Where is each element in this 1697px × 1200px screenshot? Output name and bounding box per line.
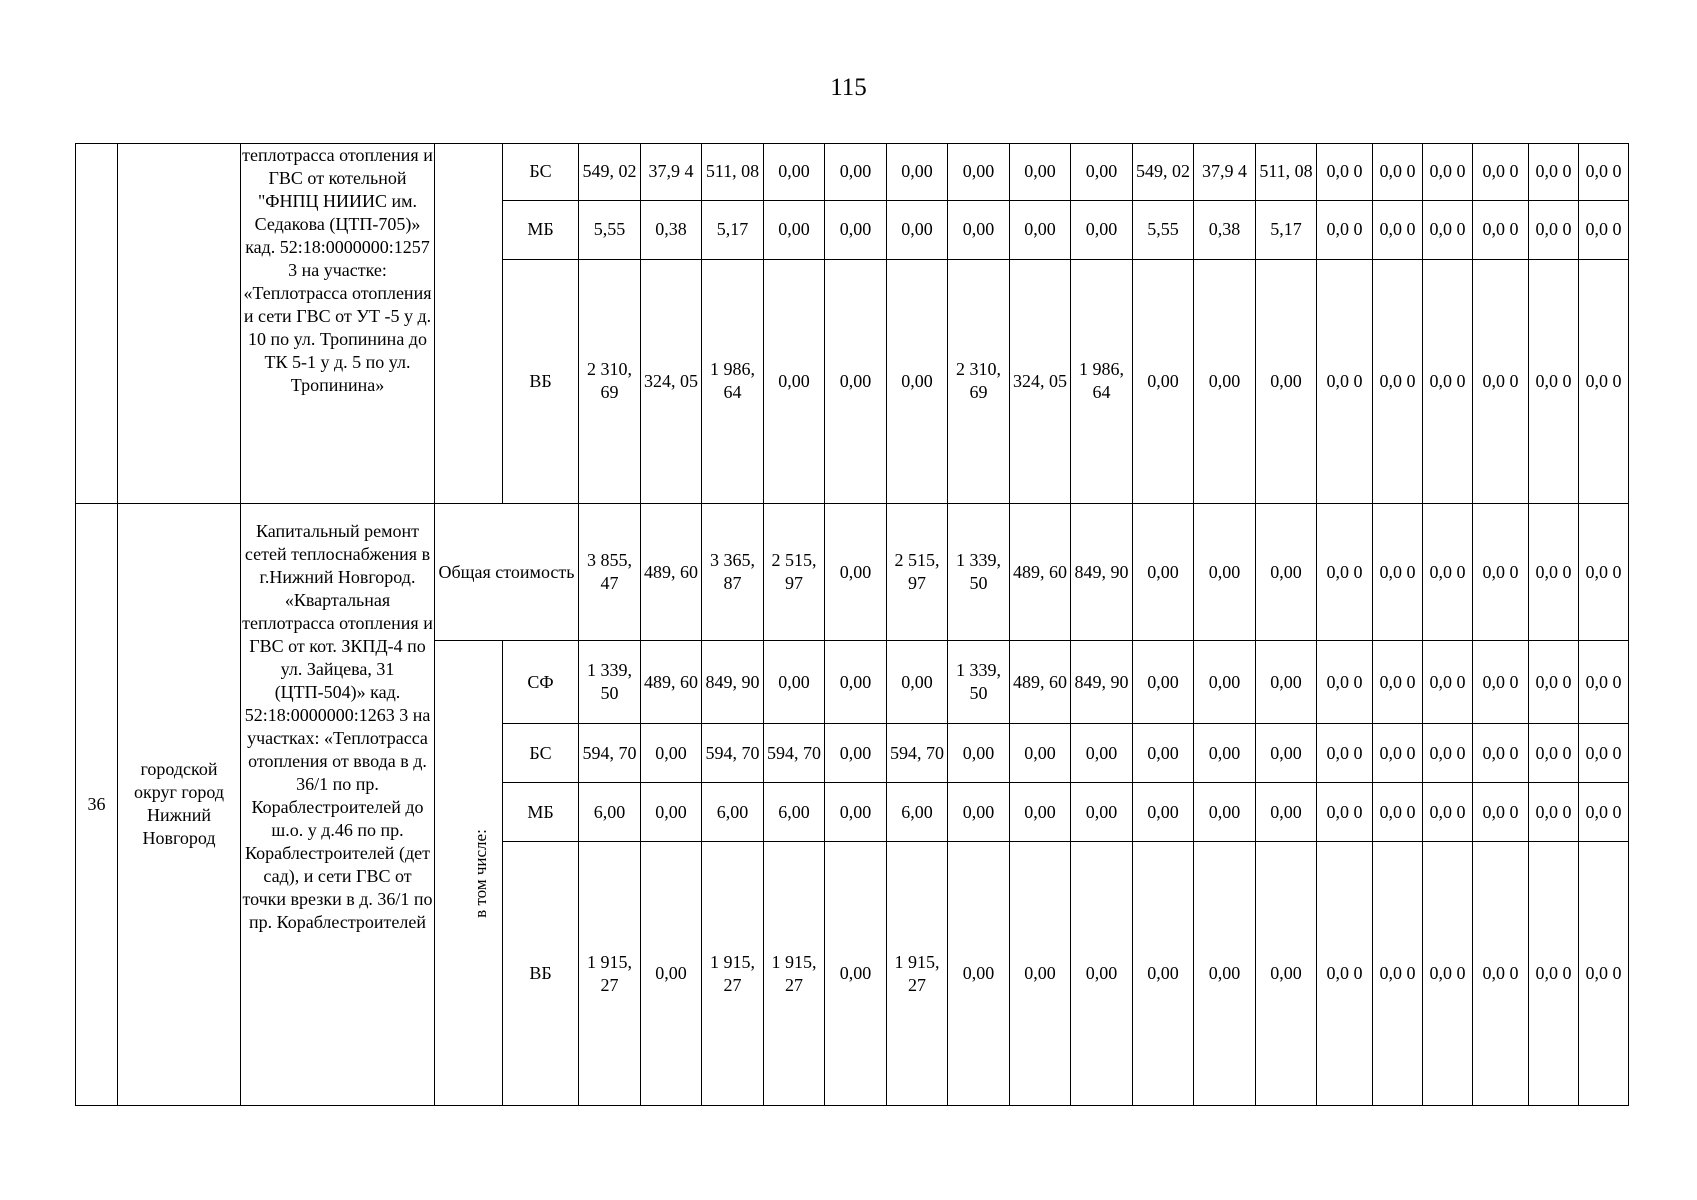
value-cell: 6,00: [887, 783, 948, 842]
value-cell: 0,0 0: [1529, 259, 1579, 503]
value-cell: 0,0 0: [1423, 503, 1473, 640]
group-label-cell: [435, 144, 503, 504]
value-cell: 0,00: [1194, 641, 1256, 724]
value-cell: 0,0 0: [1579, 503, 1629, 640]
value-cell: 0,00: [1010, 144, 1071, 201]
value-cell: 0,00: [825, 259, 887, 503]
value-cell: 0,0 0: [1373, 503, 1423, 640]
value-cell: 0,00: [641, 724, 702, 783]
value-cell: 0,00: [887, 200, 948, 259]
value-cell: 0,00: [1133, 842, 1194, 1106]
value-cell: 849, 90: [702, 641, 764, 724]
value-cell: 1 915, 27: [764, 842, 825, 1106]
value-cell: 549, 02: [579, 144, 641, 201]
value-cell: 0,00: [1256, 724, 1317, 783]
value-cell: 0,0 0: [1423, 259, 1473, 503]
value-cell: 549, 02: [1133, 144, 1194, 201]
value-cell: 0,0 0: [1423, 724, 1473, 783]
value-cell: 0,0 0: [1373, 783, 1423, 842]
value-cell: 0,00: [825, 724, 887, 783]
municipality-cell: [118, 144, 241, 504]
row-number-cell: [76, 144, 118, 504]
value-cell: 1 986, 64: [1071, 259, 1133, 503]
value-cell: 0,00: [887, 641, 948, 724]
value-cell: 0,00: [1256, 641, 1317, 724]
value-cell: 0,00: [1071, 842, 1133, 1106]
value-cell: 0,0 0: [1317, 783, 1373, 842]
value-cell: 0,00: [1256, 503, 1317, 640]
value-cell: 324, 05: [641, 259, 702, 503]
value-cell: 594, 70: [764, 724, 825, 783]
municipality-cell: городской округ город Нижний Новгород: [118, 503, 241, 1105]
value-cell: 0,00: [1133, 724, 1194, 783]
value-cell: 0,0 0: [1317, 842, 1373, 1106]
value-cell: 37,9 4: [1194, 144, 1256, 201]
value-cell: 0,00: [887, 259, 948, 503]
value-cell: 0,0 0: [1579, 641, 1629, 724]
value-cell: 0,00: [887, 144, 948, 201]
value-cell: 2 310, 69: [579, 259, 641, 503]
value-cell: 0,00: [1256, 842, 1317, 1106]
value-cell: 1 339, 50: [579, 641, 641, 724]
value-cell: 1 339, 50: [948, 641, 1010, 724]
value-cell: 0,00: [1071, 144, 1133, 201]
value-cell: 0,00: [1133, 503, 1194, 640]
value-cell: 1 339, 50: [948, 503, 1010, 640]
value-cell: 0,0 0: [1373, 200, 1423, 259]
value-cell: 3 855, 47: [579, 503, 641, 640]
value-cell: 0,0 0: [1529, 724, 1579, 783]
value-cell: 0,00: [948, 842, 1010, 1106]
value-cell: 0,0 0: [1373, 842, 1423, 1106]
value-cell: 0,00: [1071, 200, 1133, 259]
value-cell: 0,0 0: [1473, 783, 1529, 842]
funding-source-cell: БС: [503, 144, 579, 201]
value-cell: 0,38: [1194, 200, 1256, 259]
value-cell: 0,00: [1133, 259, 1194, 503]
value-cell: 489, 60: [641, 641, 702, 724]
value-cell: 0,00: [1133, 783, 1194, 842]
value-cell: 6,00: [764, 783, 825, 842]
value-cell: 6,00: [702, 783, 764, 842]
value-cell: 0,0 0: [1579, 144, 1629, 201]
value-cell: 489, 60: [641, 503, 702, 640]
value-cell: 0,0 0: [1373, 641, 1423, 724]
value-cell: 0,00: [948, 783, 1010, 842]
value-cell: 0,00: [1010, 724, 1071, 783]
value-cell: 0,0 0: [1373, 144, 1423, 201]
funding-source-cell: МБ: [503, 200, 579, 259]
value-cell: 0,00: [1194, 783, 1256, 842]
value-cell: 0,0 0: [1317, 144, 1373, 201]
value-cell: 37,9 4: [641, 144, 702, 201]
value-cell: 6,00: [579, 783, 641, 842]
funding-source-cell: СФ: [503, 641, 579, 724]
value-cell: 5,17: [1256, 200, 1317, 259]
value-cell: 0,0 0: [1317, 641, 1373, 724]
value-cell: 0,0 0: [1423, 200, 1473, 259]
value-cell: 0,0 0: [1529, 641, 1579, 724]
value-cell: 511, 08: [702, 144, 764, 201]
value-cell: 0,0 0: [1529, 842, 1579, 1106]
value-cell: 0,0 0: [1423, 783, 1473, 842]
value-cell: 0,00: [1071, 724, 1133, 783]
value-cell: 0,0 0: [1317, 259, 1373, 503]
value-cell: 324, 05: [1010, 259, 1071, 503]
value-cell: 0,00: [948, 724, 1010, 783]
value-cell: 0,00: [1256, 259, 1317, 503]
value-cell: 511, 08: [1256, 144, 1317, 201]
value-cell: 0,00: [825, 144, 887, 201]
table-row-total: [76, 503, 1629, 640]
value-cell: 0,00: [1194, 724, 1256, 783]
value-cell: 0,0 0: [1473, 724, 1529, 783]
value-cell: 0,0 0: [1529, 503, 1579, 640]
value-cell: 0,00: [641, 842, 702, 1106]
value-cell: 0,0 0: [1423, 641, 1473, 724]
value-cell: 5,17: [702, 200, 764, 259]
value-cell: 0,00: [764, 259, 825, 503]
funding-source-cell: ВБ: [503, 259, 579, 503]
value-cell: 0,0 0: [1579, 200, 1629, 259]
value-cell: 0,0 0: [1473, 503, 1529, 640]
value-cell: 0,00: [1010, 200, 1071, 259]
value-cell: 0,0 0: [1373, 724, 1423, 783]
page-number: 115: [830, 74, 867, 101]
table-row: [76, 144, 1629, 201]
value-cell: 0,00: [1256, 783, 1317, 842]
value-cell: 0,0 0: [1579, 783, 1629, 842]
object-description: теплотрасса отопления и ГВС от котельной "ФНПЦ НИИИС им. Седакова (ЦТП-705)» кад. 52:18:0000000:1257 3 на участке: «Теплотрасса отопления и сети ГВС от УТ -5 у д. 10 по ул. Тропинина до ТК 5-1 у д. 5 по ул. Тропинина»: [241, 144, 435, 504]
value-cell: 5,55: [579, 200, 641, 259]
value-cell: 594, 70: [702, 724, 764, 783]
value-cell: 1 915, 27: [887, 842, 948, 1106]
value-cell: 0,0 0: [1473, 259, 1529, 503]
value-cell: 0,0 0: [1473, 144, 1529, 201]
including-label-cell: [435, 641, 503, 1106]
value-cell: 0,0 0: [1423, 842, 1473, 1106]
value-cell: 489, 60: [1010, 503, 1071, 640]
value-cell: 0,0 0: [1317, 724, 1373, 783]
value-cell: 0,0 0: [1473, 641, 1529, 724]
value-cell: 0,00: [825, 783, 887, 842]
value-cell: 1 986, 64: [702, 259, 764, 503]
value-cell: 0,00: [1194, 259, 1256, 503]
value-cell: 0,00: [1010, 842, 1071, 1106]
value-cell: 489, 60: [1010, 641, 1071, 724]
value-cell: 0,0 0: [1473, 200, 1529, 259]
value-cell: 0,00: [1194, 503, 1256, 640]
object-description: Капитальный ремонт сетей теплоснабжения в г.Нижний Новгород. «Квартальная теплотрасса отопления и ГВС от кот. ЗКПД-4 по ул. Зайцева, 31 (ЦТП-504)» кад. 52:18:0000000:1263 3 на участках: «Теплотрасса отопления от ввода в д. 36/1 по пр. Кораблестроителей до ш.о. у д.46 по пр. Кораблестроителей (дет сад), и сети ГВС от точки врезки в д. 36/1 по пр. Кораблестроителей: [241, 503, 435, 1105]
value-cell: 0,0 0: [1579, 842, 1629, 1106]
value-cell: 0,00: [948, 200, 1010, 259]
value-cell: 0,0 0: [1529, 783, 1579, 842]
value-cell: 0,00: [1071, 783, 1133, 842]
total-cost-label: Общая стоимость: [435, 503, 579, 640]
value-cell: 0,00: [641, 783, 702, 842]
value-cell: 594, 70: [887, 724, 948, 783]
value-cell: 0,0 0: [1579, 724, 1629, 783]
value-cell: 0,00: [1010, 783, 1071, 842]
funding-source-cell: МБ: [503, 783, 579, 842]
value-cell: 2 310, 69: [948, 259, 1010, 503]
value-cell: 1 915, 27: [579, 842, 641, 1106]
value-cell: 0,00: [948, 144, 1010, 201]
value-cell: 0,0 0: [1317, 503, 1373, 640]
including-label: в том числе:: [470, 828, 490, 918]
value-cell: 2 515, 97: [764, 503, 825, 640]
budget-table: [75, 143, 1629, 1106]
funding-source-cell: ВБ: [503, 842, 579, 1106]
row-number-cell: 36: [76, 503, 118, 1105]
value-cell: 1 915, 27: [702, 842, 764, 1106]
value-cell: 0,00: [764, 641, 825, 724]
value-cell: 594, 70: [579, 724, 641, 783]
value-cell: 0,00: [764, 144, 825, 201]
value-cell: 0,0 0: [1423, 144, 1473, 201]
value-cell: 0,00: [825, 200, 887, 259]
value-cell: 5,55: [1133, 200, 1194, 259]
value-cell: 0,0 0: [1473, 842, 1529, 1106]
value-cell: 0,0 0: [1373, 259, 1423, 503]
value-cell: 0,0 0: [1579, 259, 1629, 503]
value-cell: 0,00: [764, 200, 825, 259]
value-cell: 0,0 0: [1529, 200, 1579, 259]
value-cell: 0,0 0: [1529, 144, 1579, 201]
value-cell: 0,00: [825, 503, 887, 640]
value-cell: 0,0 0: [1317, 200, 1373, 259]
value-cell: 0,00: [1194, 842, 1256, 1106]
value-cell: 3 365, 87: [702, 503, 764, 640]
value-cell: 0,00: [825, 842, 887, 1106]
value-cell: 0,00: [1133, 641, 1194, 724]
value-cell: 0,00: [825, 641, 887, 724]
value-cell: 849, 90: [1071, 641, 1133, 724]
value-cell: 849, 90: [1071, 503, 1133, 640]
value-cell: 0,38: [641, 200, 702, 259]
funding-source-cell: БС: [503, 724, 579, 783]
value-cell: 2 515, 97: [887, 503, 948, 640]
